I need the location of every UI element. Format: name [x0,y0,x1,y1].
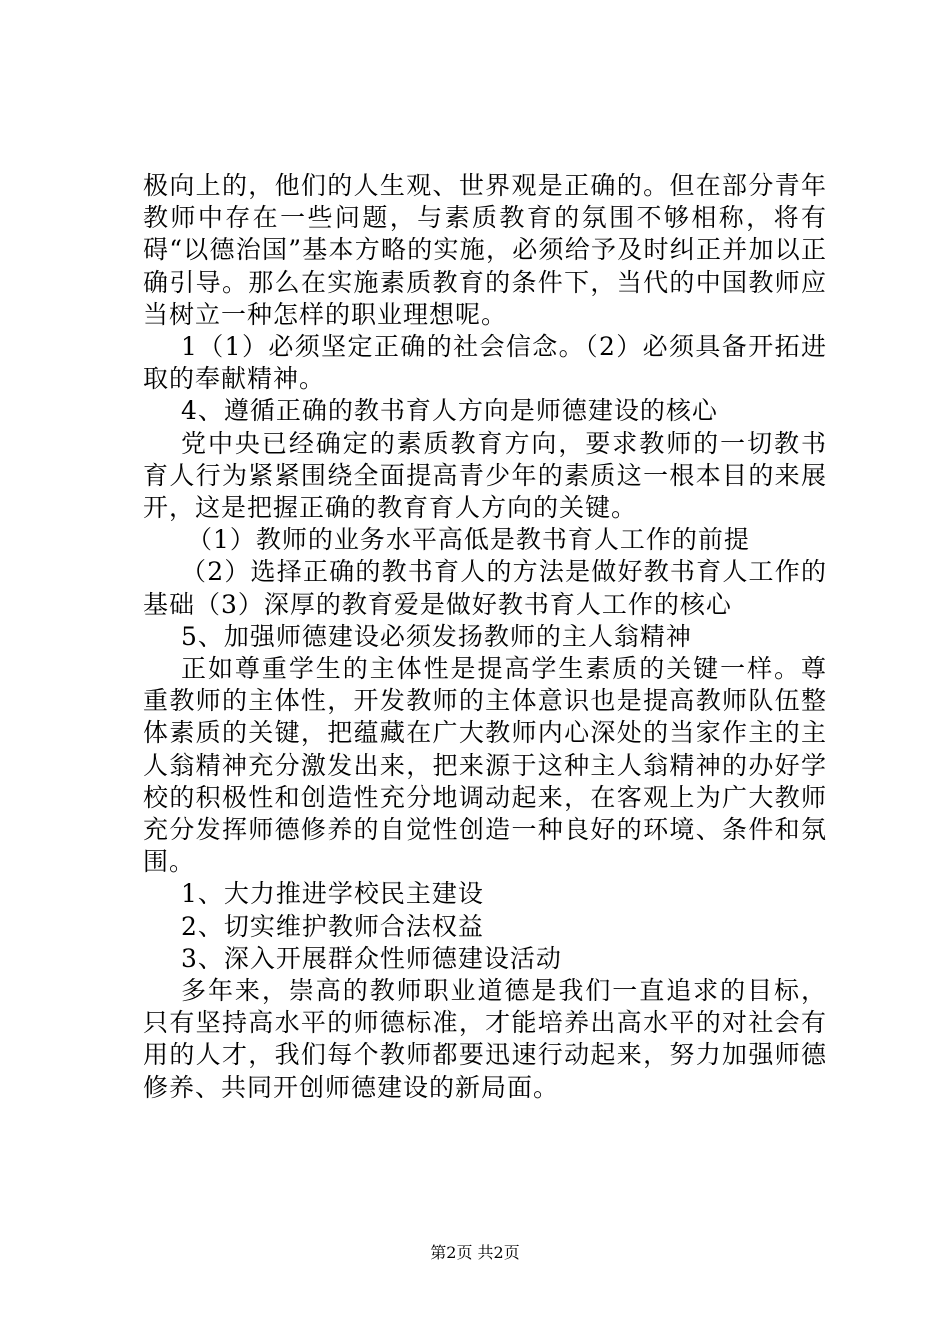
section-heading-5: 5、加强师德建设必须发扬教师的主人翁精神 [181,621,692,651]
measure-item-1: 1、大力推进学校民主建设 [181,879,484,909]
paragraph-ownership: 正如尊重学生的主体性是提高学生素质的关键一样。尊重教师的主体性，开发教师的主体意识也是提高教师队伍整体素质的关键，把蕴藏在广大教师内心深处的当家作主的主人翁精神充分激发出来，把来源于这种主人翁精神的办好学校的积极性和创造性充分地调动起来，在客观上为广大教师充分发挥师德修养的自觉性创造一种良好的环境、条件和氛围。 [143,654,827,877]
paragraph-intro: 极向上的，他们的人生观、世界观是正确的。但在部分青年教师中存在一些问题，与素质教育的氛围不够相称，将有碍“以德治国”基本方略的实施，必须给予及时纠正并加以正确引导。那么在实施素质教育的条件下，当代的中国教师应当树立一种怎样的职业理想呢。 [143,171,827,329]
section-heading-4: 4、遵循正确的教书育人方向是师德建设的核心 [181,396,718,426]
list-item-2-3: （2）选择正确的教书育人的方法是做好教书育人工作的基础（3）深厚的教育爱是做好教书育人工作的核心 [143,557,827,619]
list-item-1: （1）教师的业务水平高低是教书育人工作的前提 [187,525,750,555]
paragraph-ideal-points: 1（1）必须坚定正确的社会信念。（2）必须具备开拓进取的奉献精神。 [143,332,827,394]
document-body [143,170,827,1104]
measure-item-3: 3、深入开展群众性师德建设活动 [181,943,562,973]
paragraph-conclusion: 多年来，崇高的教师职业道德是我们一直追求的目标，只有坚持高水平的师德标准，才能培养出高水平的对社会有用的人才，我们每个教师都要迅速行动起来，努力加强师德修养、共同开创师德建设的新局面。 [143,976,827,1102]
measure-item-2: 2、切实维护教师合法权益 [181,911,484,941]
page-number-footer: 第2页 共2页 [430,1243,520,1262]
paragraph-direction: 党中央已经确定的素质教育方向，要求教师的一切教书育人行为紧紧围绕全面提高青少年的素质这一根本目的来展开，这是把握正确的教育育人方向的关键。 [143,428,827,523]
